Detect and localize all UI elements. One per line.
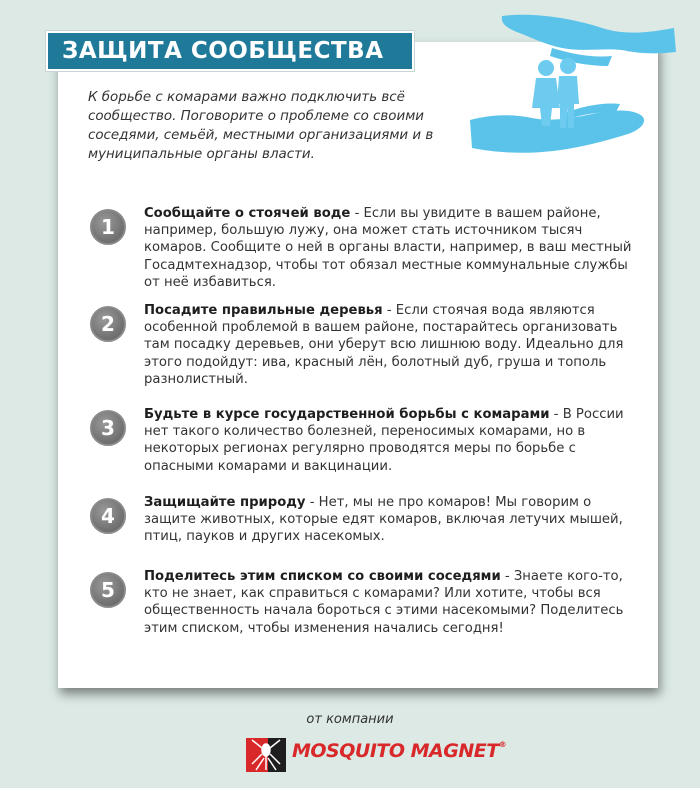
brand-name: MOSQUITO MAGNET® xyxy=(292,740,507,762)
mosquito-logo-icon xyxy=(246,734,290,774)
number-badge: 5 xyxy=(90,572,126,608)
item-heading: Поделитесь этим списком со своими соседями xyxy=(144,569,501,584)
item-text xyxy=(144,568,644,637)
item-heading: Сообщайте о стоячей воде xyxy=(144,206,351,221)
item-body: - В России нет такого количество болезней, переносимых комарами, но в некоторых регионах регулярно проводятся меры по борьбе с опасными комарами и вакцинации. xyxy=(144,407,624,474)
number-badge: 1 xyxy=(90,209,126,245)
trademark-symbol: ® xyxy=(498,740,507,749)
item-text xyxy=(144,302,644,388)
item-body: - Нет, мы не про комаров! Мы говорим о защите животных, которые едят комаров, включая летучих мышей, птиц, пауков и других насекомых. xyxy=(144,495,623,545)
item-heading: Будьте в курсе государственной борьбы с комарами xyxy=(144,407,550,422)
item-text xyxy=(144,406,644,475)
caring-hands-icon xyxy=(462,8,682,158)
item-heading: Посадите правильные деревья xyxy=(144,303,383,318)
page-title: ЗАЩИТА СООБЩЕСТВА xyxy=(46,31,414,71)
item-body: - Если стоячая вода являются особенной проблемой в вашем районе, постарайтесь организовать там посадку деревьев, они уберут всю лишнюю воду. Идеально для этого подойдут: ива, красный лён, болотный дуб, груша и тополь разнолистный. xyxy=(144,303,624,387)
number-badge: 3 xyxy=(90,410,126,446)
from-company-label: от компании xyxy=(306,712,394,727)
item-body: - Если вы увидите в вашем районе, например, большую лужу, она может стать источником тысяч комаров. Сообщите о ней в органы власти, например, в ваш местный Госадмтехнадзор, чтобы тот обязал местные коммунальные службы от неё избавиться. xyxy=(144,206,632,290)
intro-text: К борьбе с комарами важно подключить всё сообщество. Поговорите о проблеме со своими соседями, семьёй, местными организациями и в муниципальные органы власти. xyxy=(88,90,434,162)
item-heading: Защищайте природу xyxy=(144,495,306,510)
item-text xyxy=(144,494,644,546)
family-icon xyxy=(532,58,579,128)
brand-logo xyxy=(246,734,507,774)
item-text xyxy=(144,205,644,291)
number-badge: 4 xyxy=(90,498,126,534)
item-body: - Знаете кого-то, кто не знает, как справиться с комарами? Или хотите, чтобы вся общественность начала бороться с этими насекомыми? Поделитесь этим списком, чтобы изменения начались сегодня! xyxy=(144,569,624,636)
number-badge: 2 xyxy=(90,306,126,342)
